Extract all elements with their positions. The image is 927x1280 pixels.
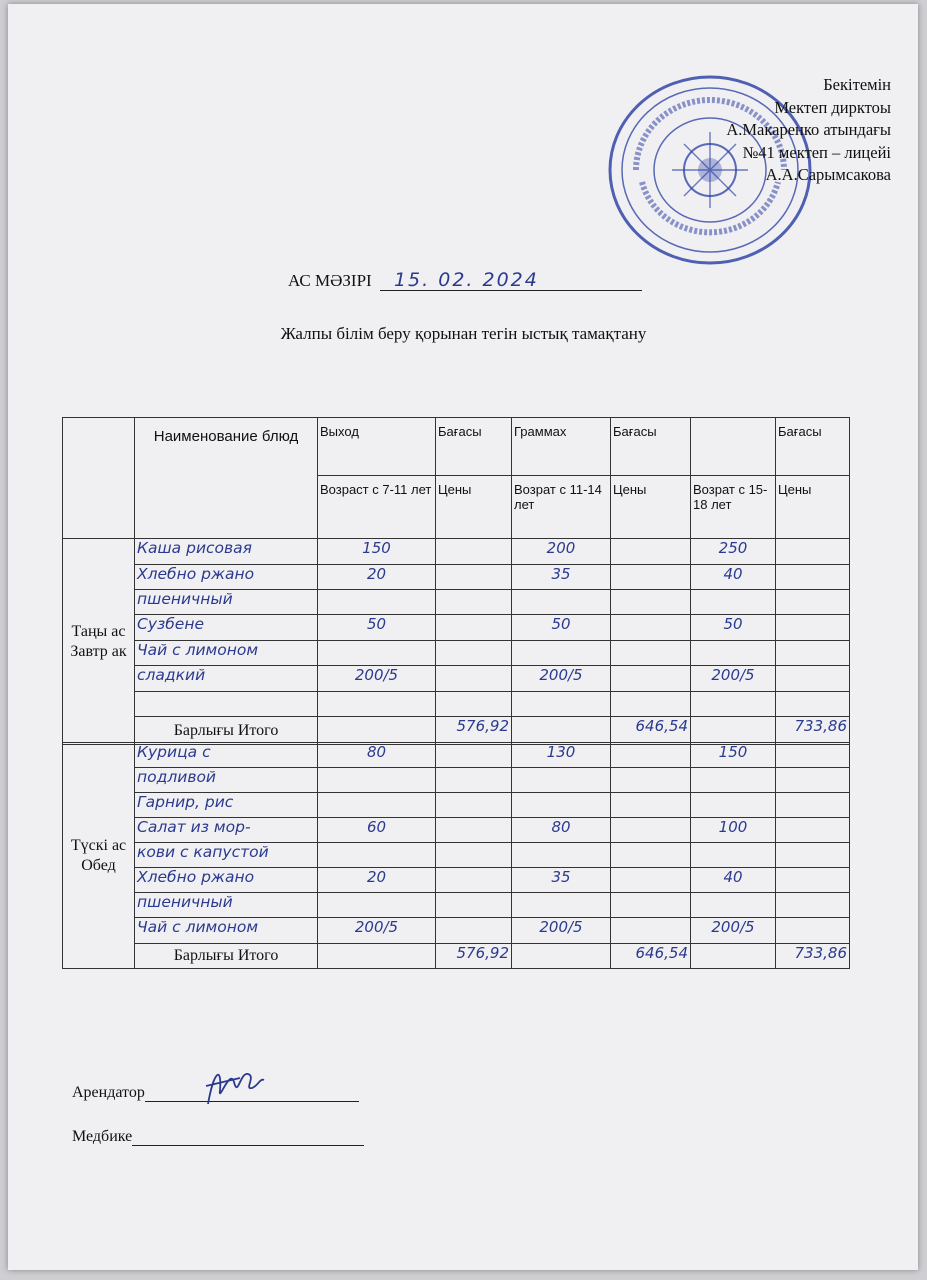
grams-15-18: 50	[691, 615, 776, 641]
price-15-18	[776, 565, 850, 590]
grams-7-11	[318, 893, 436, 918]
price-15-18	[776, 641, 850, 666]
price-11-14	[611, 539, 691, 565]
grams-11-14: 80	[512, 818, 611, 843]
approval-line: А.А.Сарымсакова	[765, 165, 891, 184]
grams-11-14: 200/5	[512, 666, 611, 692]
total-value: 733,86	[776, 717, 850, 745]
price-11-14	[611, 818, 691, 843]
table-row	[63, 692, 850, 717]
grams-7-11: 150	[318, 539, 436, 565]
table-row	[63, 590, 850, 615]
header-prices: Цены	[436, 476, 512, 539]
dish-name: Хлебно ржано	[135, 868, 318, 893]
header-output: Выход	[318, 418, 436, 476]
table-row	[63, 868, 850, 893]
grams-11-14: 130	[512, 743, 611, 768]
menu-table	[62, 417, 850, 539]
grams-15-18: 250	[691, 539, 776, 565]
price-15-18	[776, 793, 850, 818]
price-11-14	[611, 868, 691, 893]
price-15-18	[776, 918, 850, 944]
signature-line	[132, 1129, 364, 1146]
grams-15-18: 40	[691, 565, 776, 590]
header-price: Бағасы	[611, 418, 691, 476]
price-11-14	[611, 743, 691, 768]
header-age: Возрат с 15-18 лет	[691, 476, 776, 539]
nurse-signature-row	[72, 1128, 364, 1146]
table-row	[63, 893, 850, 918]
meal-label: Таңы ас Завтр ак	[63, 539, 135, 745]
table-row	[63, 768, 850, 793]
grams-7-11	[318, 590, 436, 615]
grams-11-14	[512, 641, 611, 666]
total-value: 576,92	[436, 717, 512, 745]
price-7-11	[436, 615, 512, 641]
total-value: 733,86	[776, 944, 850, 969]
total-empty-cell	[512, 717, 611, 745]
grams-15-18: 150	[691, 743, 776, 768]
price-7-11	[436, 868, 512, 893]
price-7-11	[436, 692, 512, 717]
grams-15-18	[691, 590, 776, 615]
total-value: 646,54	[611, 717, 691, 745]
price-11-14	[611, 843, 691, 868]
header-grams: Граммах	[512, 418, 611, 476]
table-row	[63, 666, 850, 692]
dish-name: подливой	[135, 768, 318, 793]
grams-15-18: 40	[691, 868, 776, 893]
grams-7-11	[318, 692, 436, 717]
handwritten-signature	[200, 1060, 270, 1112]
grams-15-18: 100	[691, 818, 776, 843]
dish-name: Чай с лимоном	[135, 641, 318, 666]
price-11-14	[611, 918, 691, 944]
menu-date: 15. 02. 2024	[380, 270, 642, 291]
dish-name: Салат из мор-	[135, 818, 318, 843]
table-row	[63, 641, 850, 666]
tenant-label: Арендатор	[72, 1084, 145, 1101]
price-7-11	[436, 793, 512, 818]
price-7-11	[436, 893, 512, 918]
grams-15-18	[691, 793, 776, 818]
price-15-18	[776, 868, 850, 893]
price-15-18	[776, 590, 850, 615]
header-price: Бағасы	[436, 418, 512, 476]
table-row	[63, 843, 850, 868]
price-7-11	[436, 539, 512, 565]
total-empty-cell	[318, 717, 436, 745]
dish-name: пшеничный	[135, 893, 318, 918]
grams-7-11: 60	[318, 818, 436, 843]
price-11-14	[611, 641, 691, 666]
header-age: Возрат с 11-14 лет	[512, 476, 611, 539]
grams-15-18	[691, 768, 776, 793]
price-15-18	[776, 615, 850, 641]
price-11-14	[611, 615, 691, 641]
menu-title-label: АС МӘЗІРІ	[288, 271, 372, 290]
price-11-14	[611, 666, 691, 692]
grams-11-14: 35	[512, 868, 611, 893]
total-empty-cell	[691, 944, 776, 969]
price-7-11	[436, 918, 512, 944]
grams-7-11	[318, 793, 436, 818]
grams-11-14	[512, 793, 611, 818]
dish-name: Чай с лимоном	[135, 918, 318, 944]
table-row	[63, 793, 850, 818]
header-name: Наименование блюд	[135, 418, 318, 539]
grams-7-11	[318, 768, 436, 793]
dish-name: Гарнир, рис	[135, 793, 318, 818]
grams-15-18	[691, 893, 776, 918]
grams-11-14: 200	[512, 539, 611, 565]
approval-line: Мектеп дирктоы	[774, 97, 891, 117]
header-price: Бағасы	[776, 418, 850, 476]
approval-block	[726, 74, 891, 187]
grams-11-14: 35	[512, 565, 611, 590]
grams-7-11	[318, 641, 436, 666]
total-value: 646,54	[611, 944, 691, 969]
header-age: Возраст с 7-11 лет	[318, 476, 436, 539]
grams-7-11: 200/5	[318, 918, 436, 944]
grams-11-14	[512, 843, 611, 868]
dish-name: Курица с	[135, 743, 318, 768]
total-empty-cell	[691, 717, 776, 745]
dish-name	[135, 692, 318, 717]
price-15-18	[776, 692, 850, 717]
lunch-table	[62, 742, 850, 969]
approval-line: №41 мектеп – лицейі	[742, 142, 891, 162]
table-header-row	[63, 418, 850, 476]
dish-name: Каша рисовая	[135, 539, 318, 565]
grams-15-18: 200/5	[691, 918, 776, 944]
price-7-11	[436, 743, 512, 768]
subtitle: Жалпы білім беру қорынан тегін ыстық тамақтану	[280, 324, 647, 343]
price-7-11	[436, 565, 512, 590]
dish-name: пшеничный	[135, 590, 318, 615]
price-11-14	[611, 590, 691, 615]
table-row	[63, 818, 850, 843]
total-empty-cell	[318, 944, 436, 969]
total-row	[63, 717, 850, 745]
grams-7-11	[318, 843, 436, 868]
total-row	[63, 944, 850, 969]
approval-line: А.Макаренко атындағы	[726, 120, 891, 139]
grams-11-14	[512, 768, 611, 793]
grams-7-11: 20	[318, 868, 436, 893]
nurse-label: Медбике	[72, 1128, 133, 1145]
price-7-11	[436, 590, 512, 615]
grams-11-14	[512, 590, 611, 615]
dish-name: сладкий	[135, 666, 318, 692]
table-row	[63, 539, 850, 565]
price-7-11	[436, 818, 512, 843]
table-row	[63, 615, 850, 641]
meal-label: Түскі ас Обед	[63, 743, 135, 969]
grams-15-18	[691, 843, 776, 868]
price-15-18	[776, 768, 850, 793]
price-15-18	[776, 743, 850, 768]
grams-11-14: 200/5	[512, 918, 611, 944]
grams-15-18	[691, 692, 776, 717]
dish-name: Хлебно ржано	[135, 565, 318, 590]
table-row	[63, 743, 850, 768]
price-11-14	[611, 793, 691, 818]
header-prices: Цены	[611, 476, 691, 539]
breakfast-table	[62, 538, 850, 745]
grams-7-11: 20	[318, 565, 436, 590]
price-11-14	[611, 893, 691, 918]
total-value: 576,92	[436, 944, 512, 969]
price-7-11	[436, 641, 512, 666]
grams-11-14	[512, 893, 611, 918]
grams-7-11: 200/5	[318, 666, 436, 692]
grams-11-14: 50	[512, 615, 611, 641]
table-row	[63, 565, 850, 590]
total-label: Барлығы Итого	[135, 944, 318, 969]
price-7-11	[436, 768, 512, 793]
price-7-11	[436, 666, 512, 692]
dish-name: кови с капустой	[135, 843, 318, 868]
grams-11-14	[512, 692, 611, 717]
dish-name: Сузбене	[135, 615, 318, 641]
header-prices: Цены	[776, 476, 850, 539]
price-15-18	[776, 666, 850, 692]
price-15-18	[776, 843, 850, 868]
price-15-18	[776, 539, 850, 565]
price-7-11	[436, 843, 512, 868]
grams-15-18: 200/5	[691, 666, 776, 692]
grams-15-18	[691, 641, 776, 666]
menu-title	[288, 270, 642, 291]
price-11-14	[611, 692, 691, 717]
approval-line: Бекітемін	[823, 75, 891, 94]
total-label: Барлығы Итого	[135, 717, 318, 745]
price-11-14	[611, 768, 691, 793]
table-row	[63, 918, 850, 944]
total-empty-cell	[512, 944, 611, 969]
price-15-18	[776, 818, 850, 843]
grams-7-11: 50	[318, 615, 436, 641]
grams-7-11: 80	[318, 743, 436, 768]
price-11-14	[611, 565, 691, 590]
price-15-18	[776, 893, 850, 918]
